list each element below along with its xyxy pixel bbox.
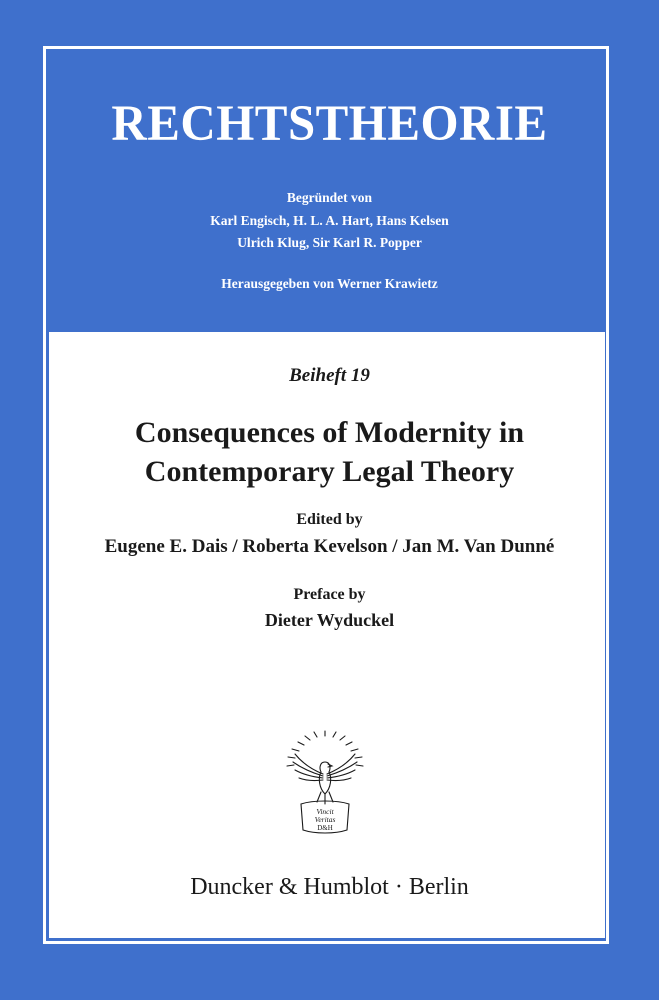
- publisher-imprint: Duncker & Humblot · Berlin: [190, 874, 469, 900]
- series-editor-line: Herausgegeben von Werner Krawietz: [221, 276, 438, 291]
- founded-by-label: Begründet von: [286, 190, 373, 205]
- logo-motto-1: Vincit: [316, 807, 334, 816]
- founders-line-1: Karl Engisch, H. L. A. Hart, Hans Kelsen: [210, 213, 449, 228]
- eagle-emblem-icon: [283, 730, 367, 838]
- preface-by-label: Preface by: [293, 586, 366, 603]
- preface-author: Dieter Wyduckel: [264, 610, 395, 630]
- supplement-number: Beiheft 19: [289, 365, 370, 386]
- book-title-line-2: Contemporary Legal Theory: [144, 455, 515, 488]
- founders-line-2: Ulrich Klug, Sir Karl R. Popper: [237, 235, 422, 250]
- series-title: RECHTSTHEORIE: [111, 96, 548, 152]
- logo-monogram: D&H: [317, 824, 333, 832]
- logo-motto-2: Veritas: [314, 815, 336, 824]
- book-editors: Eugene E. Dais / Roberta Kevelson / Jan M. Van Dunné: [104, 536, 555, 557]
- edited-by-label: Edited by: [296, 511, 363, 528]
- book-title-line-1: Consequences of Modernity in: [134, 416, 525, 449]
